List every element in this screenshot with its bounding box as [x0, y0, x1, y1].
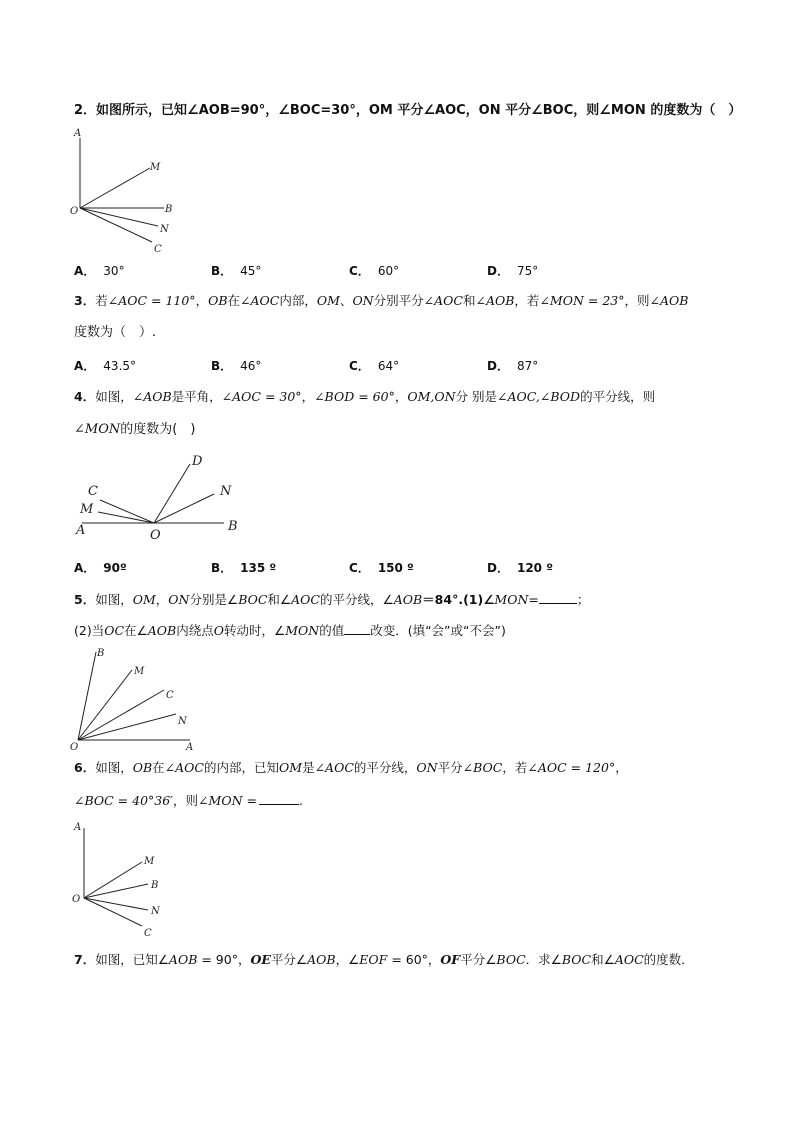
q4-options [74, 559, 674, 577]
q6-label-c: C [144, 928, 152, 939]
q7-number: 7． [74, 952, 96, 967]
q2-option-d[interactable]: D． 75° [487, 264, 539, 278]
q6-line2: ∠BOC = 40°36′，则∠MON = . [74, 790, 303, 811]
q5-label-c: C [166, 690, 174, 701]
q3-option-a[interactable]: A． 43.5° [74, 359, 137, 373]
q4-label-o: O [150, 528, 161, 543]
q3-option-d[interactable]: D． 87° [487, 359, 539, 373]
q4-label-b: B [228, 519, 238, 534]
q4-option-a[interactable]: A． 90º [74, 561, 127, 575]
q2-label-a: A [74, 128, 82, 139]
q2-ray-on [80, 208, 158, 226]
q4-option-b[interactable]: B． 135 º [211, 561, 277, 575]
q3-option-c[interactable]: C． 64° [349, 359, 400, 373]
q5-label-n: N [178, 716, 187, 727]
q5-line1: 5．如图，OM，ON分别是∠BOC和∠AOC的平分线，∠AOB＝84°.(1)∠MON= ； [74, 589, 589, 610]
q2-options [74, 262, 674, 280]
q2-ray-om [80, 168, 150, 208]
q4-label-a: A [76, 523, 86, 538]
q4-figure [70, 450, 250, 546]
q4-option-c[interactable]: C． 150 º [349, 561, 414, 575]
q4-ray-oc [100, 500, 154, 523]
q4-ray-om [98, 512, 154, 523]
q2-option-c[interactable]: C． 60° [349, 264, 400, 278]
q5-ray-oc [78, 690, 164, 740]
q2-label-m: M [150, 162, 161, 173]
q5-ray-om [78, 670, 132, 740]
q5-label-b: B [97, 648, 105, 659]
q6-line1: 6．如图，OB在∠AOC的内部，已知OM是∠AOC的平分线，ON平分∠BOC，若∠AOC = 120°， [74, 760, 628, 775]
q5-label-a: A [186, 742, 194, 753]
q6-number: 6． [74, 760, 96, 775]
q2-stem [74, 101, 741, 121]
q6-label-b: B [151, 880, 159, 891]
q2-label-o: O [70, 206, 79, 217]
q5-ray-ob [78, 652, 96, 740]
q7-line1: 7．如图，已知∠AOB = 90°，OE平分∠AOB，∠EOF = 60°，OF平分∠BOC．求∠BOC和∠AOC的度数． [74, 952, 694, 967]
q2-label-n: N [160, 224, 169, 235]
q2-text: 如图所示，已知∠AOB=90°，∠BOC=30°，OM 平分∠AOC，ON 平分∠BOC，则∠MON 的度数为（ ） [96, 103, 742, 118]
q4-label-n: N [220, 484, 232, 499]
q6-ray-om [84, 862, 142, 898]
q4-option-d[interactable]: D． 120 º [487, 561, 553, 575]
q4-label-c: C [88, 484, 98, 499]
q5-answer-blank-1[interactable] [539, 589, 577, 604]
q3-options [74, 357, 674, 375]
q4-label-d: D [192, 454, 203, 469]
q6-answer-blank[interactable] [259, 790, 299, 805]
q2-number: 2． [74, 103, 97, 118]
q5-number: 5． [74, 592, 96, 607]
q2-option-a[interactable]: A． 30° [74, 264, 125, 278]
q2-label-c: C [154, 244, 162, 255]
q2-label-b: B [165, 204, 173, 215]
q4-line2: ∠MON的度数为( ) [74, 422, 196, 437]
q6-figure [66, 816, 176, 940]
q6-ray-on [84, 898, 148, 910]
q5-answer-blank-2[interactable] [344, 620, 370, 635]
q6-ray-ob [84, 884, 148, 898]
q2-figure [66, 124, 186, 258]
q3-option-b[interactable]: B． 46° [211, 359, 262, 373]
q5-label-o: O [70, 742, 79, 753]
q2-ray-oc [80, 208, 152, 242]
q6-label-a: A [74, 822, 82, 833]
q4-line1: 4．如图，∠AOB是平角，∠AOC = 30°，∠BOD = 60°，OM,ON分 别是∠AOC,∠BOD的平分线，则 [74, 389, 656, 404]
q3-line1: 3．若∠AOC = 110°，OB在∠AOC内部，OM、ON分别平分∠AOC和∠AOB，若∠MON = 23°，则∠AOB [74, 293, 689, 308]
q6-label-n: N [151, 906, 160, 917]
q5-figure [66, 644, 206, 754]
q4-label-m: M [80, 502, 94, 517]
q6-label-m: M [144, 856, 155, 867]
q6-ray-oc [84, 898, 142, 926]
q5-label-m: M [134, 666, 145, 677]
q4-number: 4． [74, 389, 96, 404]
q2-option-b[interactable]: B． 45° [211, 264, 262, 278]
q3-number: 3． [74, 293, 96, 308]
q6-label-o: O [72, 894, 81, 905]
q5-ray-on [78, 714, 176, 740]
q5-line2: (2)当OC在∠AOB内绕点O转动时，∠MON的值 改变．(填“会”或“不会”) [74, 620, 506, 641]
q3-line2: 度数为（ ）. [74, 325, 157, 340]
